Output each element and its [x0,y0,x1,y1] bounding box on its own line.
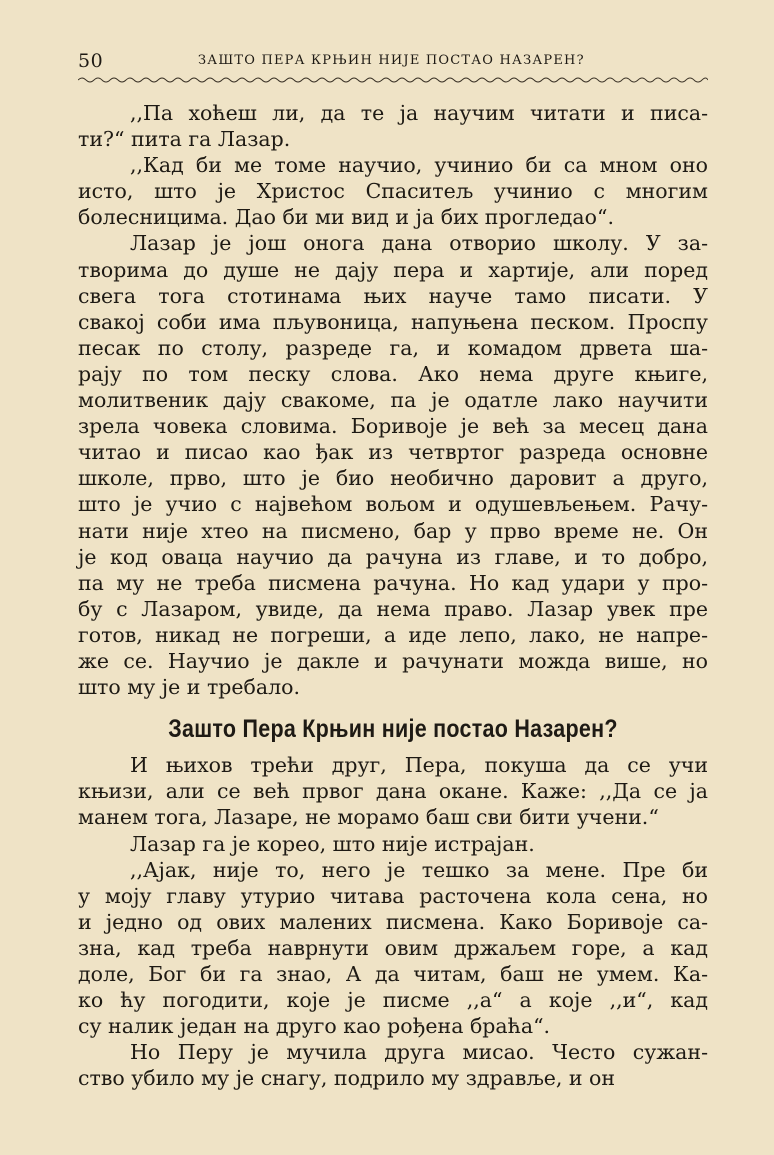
text-line: И њихов трећи друг, Пера, покуша да се учи [130,753,708,778]
text-line: је код оваца научио да рачуна из главе, и то добро, [78,544,708,569]
paragraph [78,1039,708,1091]
text-line: читао и писао као ђак из четвртог разреда основне [78,440,708,465]
text-line: же се. Научио је дакле и рачунати можда више, но [78,648,708,673]
body-text [78,100,708,1091]
text-line: ство убило му је снагу, подрило му здравље, и он [78,1066,616,1091]
paragraph [78,857,708,1040]
text-line: ко ћу погодити, које је писме ,,а“ а које ,,и“, кад [78,988,708,1013]
running-head: ЗАШТО ПЕРА КРЊИН НИЈЕ ПОСТАО НАЗАРЕН? [198,53,585,68]
page-header [78,50,708,72]
text-line: ,,Кад би ме томе научио, учинио би са мном оно [130,153,708,178]
text-line: болесницима. Дао би ми вид и ја бих прогледао“. [78,205,614,230]
text-line: песак по столу, разреде га, и комадом дрвета ша- [78,335,708,360]
text-before-heading [78,100,708,700]
text-line: зрела човека словима. Боривоје је већ за месец дана [78,414,708,439]
text-line: свакој соби има пљувоница, напуњена песком. Проспу [78,309,708,334]
text-line: зна, кад треба наврнути овим држаљем горе, а кад [78,935,708,960]
text-line: Лазар га је корео, што није истрајан. [130,831,535,856]
text-line: молитвеник дају свакоме, па је одатле лако научити [78,388,708,413]
text-line: што је учио с највећом вољом и одушевљењем. Рачу- [78,492,708,517]
text-line: нати није хтео на писмено, бар у прво време не. Он [78,518,708,543]
text-after-heading [78,752,708,1091]
header-ornamental-rule [78,76,708,84]
page-number: 50 [78,50,104,72]
chapter-heading: Зашто Пера Крњин није постао Назарен? [168,715,618,744]
text-line: рају по том песку слова. Ако нема друге књиге, [78,361,708,386]
text-line: па му не треба писмена рачуна. Но кад удари у про- [78,570,708,595]
text-line: Но Перу је мучила друга мисао. Често сужан- [130,1040,708,1065]
text-line: ти?“ пита га Лазар. [78,127,291,152]
text-line: школе, прво, што је био необично даровит а друго, [78,466,708,491]
paragraph [78,152,708,230]
paragraph [78,752,708,830]
paragraph [78,230,708,700]
paragraph [78,831,708,857]
text-line: творима до душе не дају пера и хартије, али поред [78,257,708,282]
text-line: у моју главу утурио читава расточена кола сена, но [78,883,708,908]
text-line: свега тога стотинама њих науче тамо писати. У [78,283,708,308]
text-line: и једно од ових малених писмена. Како Боривоје са- [78,909,708,934]
text-line: бу с Лазаром, увиде, да нема право. Лазар увек пре [78,596,708,621]
text-line: Лазар је још онога дана отворио школу. У за- [130,231,708,256]
text-line: исто, што је Христос Спаситељ учинио с многим [78,179,708,204]
text-line: књизи, али се већ првог дана окане. Каже: ,,Да се ја [78,779,708,804]
text-line: доле, Бог би га знао, А да читам, баш не умем. Ка- [78,962,708,986]
paragraph [78,100,708,152]
text-line: што му је и требало. [78,675,301,700]
text-line: ,,Ајак, није то, него је тешко за мене. Пре би [130,857,708,882]
text-line: су налик један на друго као рођена браћа“. [78,1014,551,1039]
text-line: готов, никад не погреши, а иде лепо, лако, не напре- [78,622,708,647]
text-line: манем тога, Лазаре, не морамо баш сви бити учени.“ [78,805,659,830]
text-line: ,,Па хоћеш ли, да те ја научим читати и писа- [130,101,708,125]
